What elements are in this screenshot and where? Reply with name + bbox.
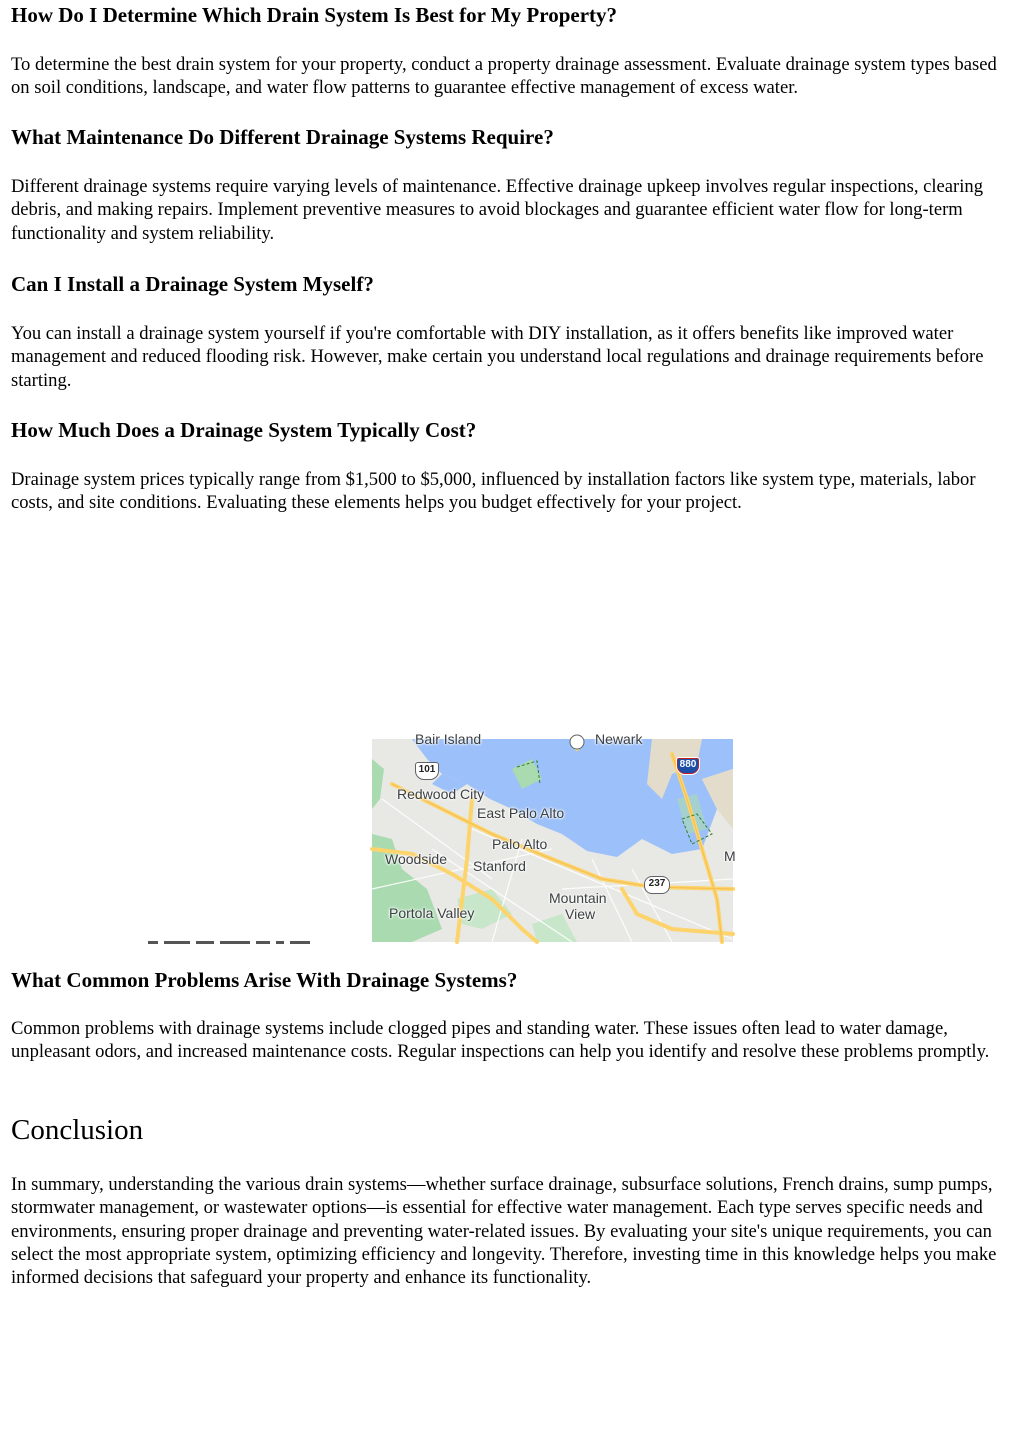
map-label-view: View bbox=[565, 906, 596, 922]
map-label-woodside: Woodside bbox=[385, 851, 448, 867]
map-label-bair-island: Bair Island bbox=[415, 731, 482, 747]
faq-question-5: What Common Problems Arise With Drainage Systems? bbox=[11, 968, 518, 992]
map-label-stanford: Stanford bbox=[473, 858, 526, 874]
faq-answer-1: To determine the best drain system for your property, conduct a property drainage assessment. Evaluate drainage system types based on soil conditions, landscape, and water flow patterns to guarantee effective management of excess water. bbox=[11, 54, 997, 99]
us-101-shield-icon: 101 bbox=[415, 762, 439, 780]
map-label-redwood-city: Redwood City bbox=[397, 786, 485, 802]
map-label-portola-valley: Portola Valley bbox=[389, 905, 475, 921]
faq-question-1: How Do I Determine Which Drain System Is Best for My Property? bbox=[11, 3, 618, 27]
map-label-east-palo-alto: East Palo Alto bbox=[477, 805, 565, 821]
map-image[interactable] bbox=[372, 731, 736, 942]
map-label-mountain: Mountain bbox=[549, 890, 607, 906]
faq-question-2: What Maintenance Do Different Drainage Systems Require? bbox=[11, 125, 554, 149]
map-label-palo-alto: Palo Alto bbox=[492, 836, 548, 852]
faq-answer-4: Drainage system prices typically range from $1,500 to $5,000, influenced by installation factors like system type, materials, labor costs, and site conditions. Evaluating these elements helps you budget effectively for your project. bbox=[11, 469, 976, 514]
map-label-newark: Newark bbox=[595, 731, 643, 747]
conclusion-text: In summary, understanding the various drain systems—whether surface drainage, subsurface solutions, French drains, sump pumps, stormwater management, or wastewater options—is essential for effective water management. Each type serves specific needs and environments, ensuring proper drainage and preventing water-related issues. By evaluating your site's unique requirements, you can select the most appropriate system, optimizing efficiency and longevity. Therefore, investing time in this knowledge helps you make informed decisions that safeguard your property and enhance its functionality. bbox=[11, 1174, 997, 1289]
stray-caption-fragment bbox=[148, 938, 368, 946]
ca-237-shield-icon: 237 bbox=[644, 876, 670, 894]
faq-answer-2: Different drainage systems require varying levels of maintenance. Effective drainage upkeep involves regular inspections, clearing debris, and making repairs. Implement preventive measures to avoid blockages and guarantee efficient water flow for long-term functionality and system reliability. bbox=[11, 176, 984, 244]
map-label-edge: M bbox=[724, 848, 736, 864]
faq-answer-5: Common problems with drainage systems include clogged pipes and standing water. These issues often lead to water damage, unpleasant odors, and increased maintenance costs. Regular inspections can help you identify and resolve these problems promptly. bbox=[11, 1018, 990, 1063]
faq-question-4: How Much Does a Drainage System Typically Cost? bbox=[11, 418, 477, 442]
conclusion-heading: Conclusion bbox=[11, 1114, 144, 1146]
faq-question-3: Can I Install a Drainage System Myself? bbox=[11, 272, 374, 296]
i-880-shield-icon: 880 bbox=[676, 757, 700, 775]
faq-answer-3: You can install a drainage system yourself if you're comfortable with DIY installation, as it offers benefits like improved water management and reduced flooding risk. However, make certain you understand local regulations and drainage requirements before starting. bbox=[11, 323, 984, 391]
